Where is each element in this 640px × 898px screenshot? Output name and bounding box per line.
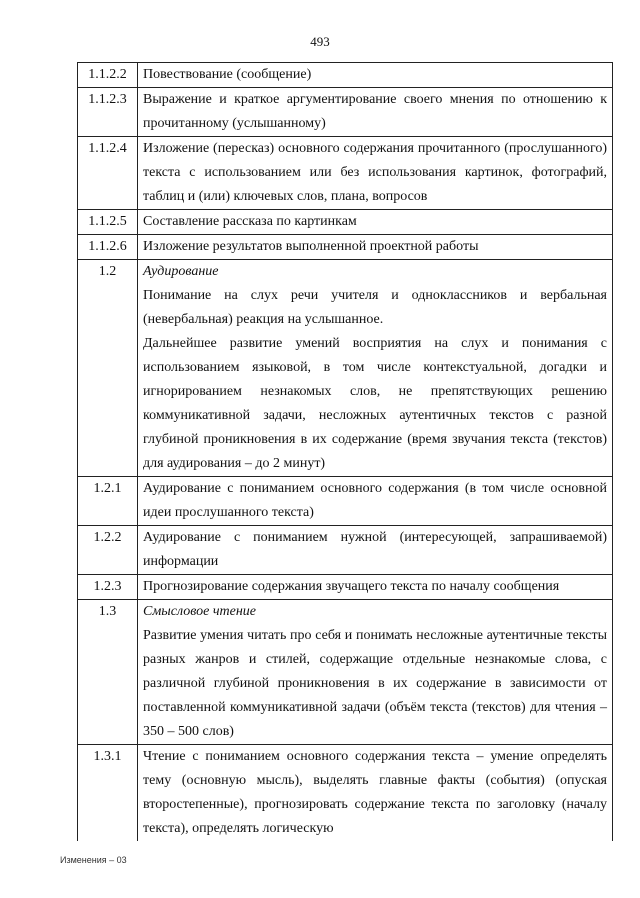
table-row [78, 745, 613, 842]
row-code: 1.1.2.6 [78, 235, 138, 260]
footer-note: Изменения – 03 [60, 855, 127, 865]
row-text: Чтение с пониманием основного содержания текста – умение определять тему (основную мысль), выделять главные факты (события) (опуская второстепенные), прогнозировать содержание текста по заголовку (началу текста), определять логическую [138, 745, 613, 842]
row-text [138, 600, 613, 745]
row-code: 1.2.1 [78, 477, 138, 526]
row-text [138, 260, 613, 477]
curriculum-table [77, 62, 613, 841]
table-row [78, 137, 613, 210]
table-row [78, 526, 613, 575]
row-text: Составление рассказа по картинкам [138, 210, 613, 235]
table-row [78, 210, 613, 235]
table-row [78, 63, 613, 88]
paragraph: Развитие умения читать про себя и понимать несложные аутентичные тексты разных жанров и стилей, содержащие отдельные незнакомые слова, с различной глубиной проникновения в их содержание в зависимости от поставленной коммуникативной задачи (объём текста (текстов) для чтения – 350 – 500 слов) [143, 628, 607, 739]
page-number: 493 [310, 34, 330, 49]
section-title: Аудирование [143, 264, 219, 279]
row-code: 1.1.2.3 [78, 88, 138, 137]
table-row [78, 260, 613, 477]
row-text: Прогнозирование содержания звучащего текста по началу сообщения [138, 575, 613, 600]
row-text: Изложение (пересказ) основного содержания прочитанного (прослушанного) текста с использованием или без использования картинок, фотографий, таблиц и (или) ключевых слов, плана, вопросов [138, 137, 613, 210]
table-row [78, 575, 613, 600]
row-code: 1.1.2.4 [78, 137, 138, 210]
row-code: 1.2.3 [78, 575, 138, 600]
table-row [78, 88, 613, 137]
row-code: 1.3.1 [78, 745, 138, 842]
paragraph: Понимание на слух речи учителя и одноклассников и вербальная (невербальная) реакция на услышанное. [143, 288, 607, 327]
row-code: 1.2.2 [78, 526, 138, 575]
row-code: 1.1.2.5 [78, 210, 138, 235]
row-text: Выражение и краткое аргументирование своего мнения по отношению к прочитанному (услышанному) [138, 88, 613, 137]
row-code: 1.3 [78, 600, 138, 745]
table-row [78, 235, 613, 260]
row-text: Изложение результатов выполненной проектной работы [138, 235, 613, 260]
row-text: Повествование (сообщение) [138, 63, 613, 88]
table-row [78, 600, 613, 745]
row-code: 1.2 [78, 260, 138, 477]
row-text: Аудирование с пониманием основного содержания (в том числе основной идеи прослушанного текста) [138, 477, 613, 526]
paragraph: Дальнейшее развитие умений восприятия на слух и понимания с использованием языковой, в том числе контекстуальной, догадки и игнорированием незнакомых слов, не препятствующих решению коммуникативной задачи, несложных аутентичных текстов с разной глубиной проникновения в их содержание (время звучания текста (текстов) для аудирования – до 2 минут) [143, 336, 607, 471]
row-text: Аудирование с пониманием нужной (интересующей, запрашиваемой) информации [138, 526, 613, 575]
table-row [78, 477, 613, 526]
section-title: Смысловое чтение [143, 604, 257, 619]
row-code: 1.1.2.2 [78, 63, 138, 88]
